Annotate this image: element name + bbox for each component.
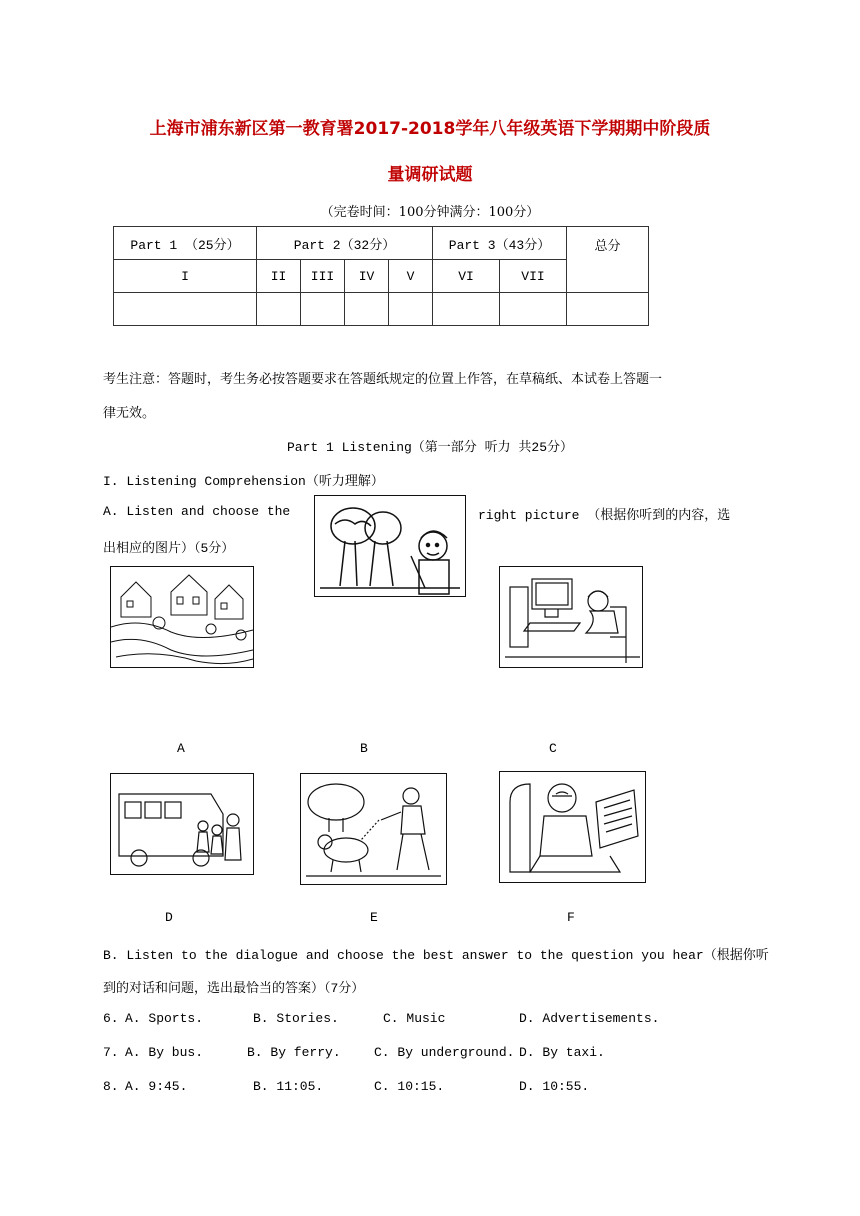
- score-header-total: 总分: [567, 227, 649, 293]
- question-number: 8.: [103, 1079, 119, 1094]
- score-cell[interactable]: [114, 293, 257, 326]
- answer-option[interactable]: D. By taxi.: [519, 1045, 605, 1060]
- boy-planting-tree-picture: [314, 495, 466, 597]
- picture-label-b: B: [360, 741, 368, 756]
- answer-option[interactable]: B. 11:05.: [253, 1079, 324, 1094]
- part1-heading: Part 1 Listening（第一部分 听力 共25分）: [286, 440, 574, 455]
- notice-line2: 律无效。: [103, 406, 156, 421]
- exam-title-line1: 上海市浦东新区第一教育署2017-2018学年八年级英语下学期期中阶段质: [149, 119, 711, 139]
- answer-option[interactable]: C. By underground.: [374, 1045, 515, 1060]
- score-table: [113, 226, 649, 326]
- score-header-part1: Part 1 （25分）: [114, 227, 257, 260]
- score-cell[interactable]: [433, 293, 500, 326]
- answer-option[interactable]: A. 9:45.: [125, 1079, 188, 1094]
- score-section-label: IV: [345, 260, 389, 293]
- answer-option[interactable]: C. 10:15.: [374, 1079, 445, 1094]
- score-cell[interactable]: [345, 293, 389, 326]
- answer-option[interactable]: B. Stories.: [253, 1011, 339, 1026]
- answer-option[interactable]: B. By ferry.: [247, 1045, 341, 1060]
- picture-label-a: A: [177, 741, 185, 756]
- sectionB-instruction-line2: 到的对话和问题，选出最恰当的答案）（7分）: [103, 981, 365, 996]
- score-cell[interactable]: [567, 293, 649, 326]
- man-reading-newspaper-picture: [499, 771, 646, 883]
- answer-option[interactable]: D. Advertisements.: [519, 1011, 660, 1026]
- picture-label-c: C: [549, 741, 557, 756]
- exam-title-line2: 量调研试题: [387, 165, 473, 185]
- score-section-label: III: [301, 260, 345, 293]
- answer-option[interactable]: C. Music: [383, 1011, 446, 1026]
- score-section-label: V: [389, 260, 433, 293]
- picture-label-e: E: [370, 910, 378, 925]
- town-river-picture: [110, 566, 254, 668]
- sectionA-instruction-start: A. Listen and choose the: [103, 504, 291, 519]
- score-cell[interactable]: [389, 293, 433, 326]
- score-cell[interactable]: [500, 293, 567, 326]
- picture-label-f: F: [567, 910, 575, 925]
- score-section-label: VI: [433, 260, 500, 293]
- sectionA-instruction-end: right picture （根据你听到的内容，选: [478, 508, 731, 523]
- girl-at-computer-picture: [499, 566, 643, 668]
- score-header-part2: Part 2（32分）: [257, 227, 433, 260]
- family-boarding-bus-picture: [110, 773, 254, 875]
- score-section-label: VII: [500, 260, 567, 293]
- picture-label-d: D: [165, 910, 173, 925]
- question-number: 6.: [103, 1011, 119, 1026]
- score-header-part3: Part 3（43分）: [433, 227, 567, 260]
- score-cell[interactable]: [257, 293, 301, 326]
- score-section-label: II: [257, 260, 301, 293]
- answer-option[interactable]: A. Sports.: [125, 1011, 204, 1026]
- time-info: （完卷时间：100分钟满分：100分）: [320, 205, 540, 220]
- man-walking-dog-picture: [300, 773, 447, 885]
- answer-option[interactable]: D. 10:55.: [519, 1079, 590, 1094]
- answer-option[interactable]: A. By bus.: [125, 1045, 204, 1060]
- sectionA-instruction-line2: 出相应的图片）（5分）: [103, 541, 235, 556]
- notice-line1: 考生注意：答题时，考生务必按答题要求在答题纸规定的位置上作答，在草稿纸、本试卷上答题一: [103, 372, 663, 387]
- score-section-label: I: [114, 260, 257, 293]
- question-number: 7.: [103, 1045, 119, 1060]
- section1-heading: I. Listening Comprehension（听力理解）: [103, 474, 384, 489]
- sectionB-instruction-line1: B. Listen to the dialogue and choose the best answer to the question you hear（根据你听: [103, 948, 769, 963]
- score-cell[interactable]: [301, 293, 345, 326]
